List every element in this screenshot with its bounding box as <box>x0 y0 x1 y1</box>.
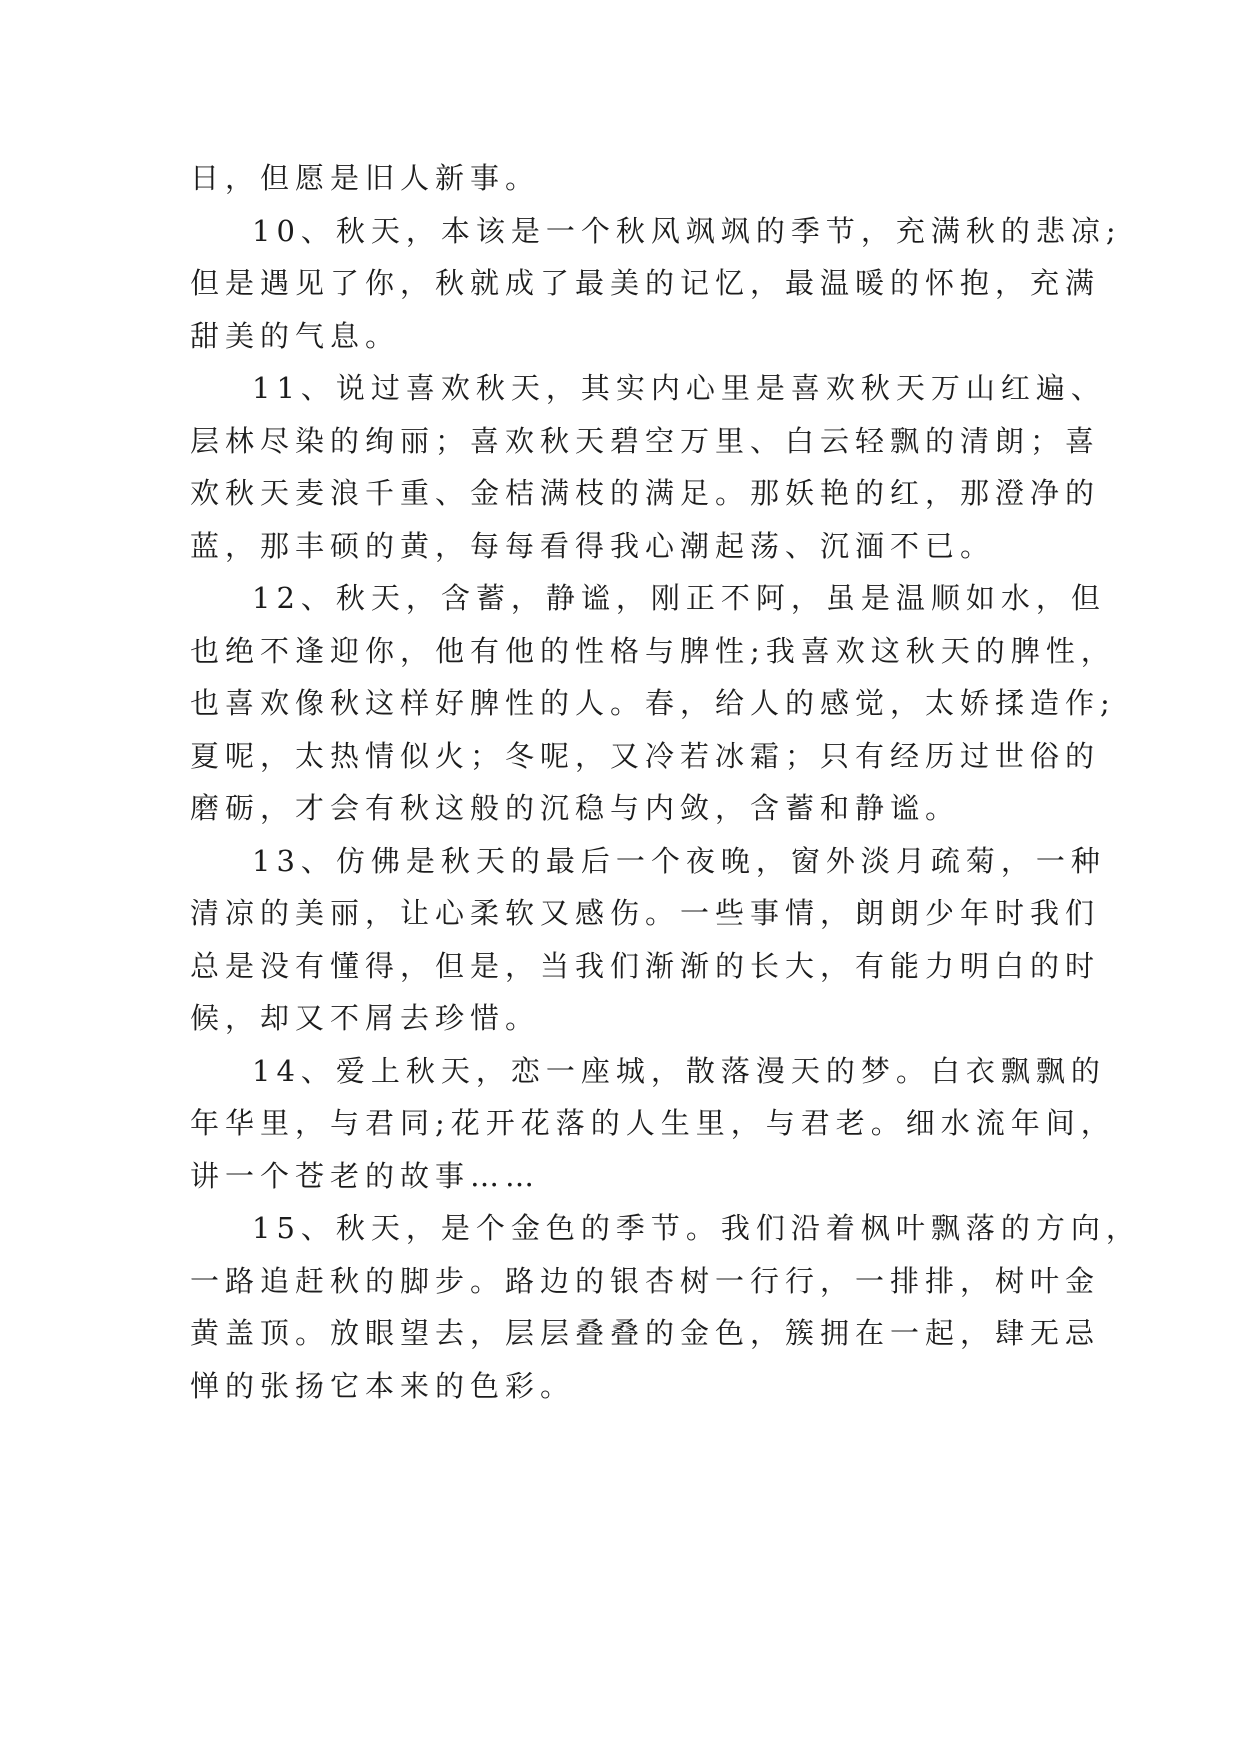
paragraph-item-12 <box>190 572 1116 835</box>
text-line: 总是没有懂得，但是，当我们渐渐的长大，有能力明白的时 <box>190 948 1101 983</box>
text-line: 15、秋天，是个金色的季节。我们沿着枫叶飘落的方向， <box>252 1211 1141 1245</box>
text-line: 10、秋天，本该是一个秋风飒飒的季节，充满秋的悲凉; <box>252 213 1122 248</box>
text-line: 12、秋天，含蓄，静谧，刚正不阿，虽是温顺如水，但 <box>252 581 1106 615</box>
text-line: 磨砺，才会有秋这般的沉稳与内敛，含蓄和静谧。 <box>190 791 961 825</box>
document-body <box>190 152 1141 1412</box>
text-line: 甜美的气息。 <box>190 318 401 353</box>
text-line: 惮的张扬它本来的色彩。 <box>190 1368 576 1403</box>
text-line: 清凉的美丽，让心柔软又感伤。一些事情，朗朗少年时我们 <box>190 896 1101 930</box>
text-line: 13、仿佛是秋天的最后一个夜晚，窗外淡月疏菊，一种 <box>252 843 1106 878</box>
paragraph-item-13 <box>190 835 1106 1045</box>
paragraph-item-11 <box>190 362 1106 572</box>
text-line: 但是遇见了你，秋就成了最美的记忆，最温暖的怀抱，充满 <box>190 266 1101 300</box>
text-line: 11、说过喜欢秋天，其实内心里是喜欢秋天万山红遍、 <box>252 371 1106 405</box>
text-line: 一路追赶秋的脚步。路边的银杏树一行行，一排排，树叶金 <box>190 1263 1101 1298</box>
text-line: 候，却又不屑去珍惜。 <box>190 1001 541 1035</box>
text-line: 黄盖顶。放眼望去，层层叠叠的金色，簇拥在一起，肆无忌 <box>190 1316 1101 1350</box>
text-line: 夏呢，太热情似火；冬呢，又冷若冰霜；只有经历过世俗的 <box>190 738 1101 773</box>
paragraph-item-14 <box>190 1045 1116 1203</box>
paragraph-continuation <box>190 152 1090 205</box>
paragraph-item-15 <box>190 1202 1141 1412</box>
text-line: 欢秋天麦浪千重、金桔满枝的满足。那妖艳的红，那澄净的 <box>190 476 1101 510</box>
paragraph-item-10 <box>190 205 1122 363</box>
text-line: 年华里，与君同;花开花落的人生里，与君老。细水流年间， <box>190 1106 1116 1140</box>
text-line: 蓝，那丰硕的黄，每每看得我心潮起荡、沉湎不已。 <box>190 528 996 563</box>
text-line: 14、爱上秋天，恋一座城，散落漫天的梦。白衣飘飘的 <box>252 1053 1106 1088</box>
text-line: 日，但愿是旧人新事。 <box>190 161 541 195</box>
text-line: 层林尽染的绚丽；喜欢秋天碧空万里、白云轻飘的清朗；喜 <box>190 423 1101 458</box>
text-line: 讲一个苍老的故事…… <box>190 1158 541 1193</box>
text-line: 也绝不逢迎你，他有他的性格与脾性;我喜欢这秋天的脾性， <box>190 633 1116 668</box>
text-line: 也喜欢像秋这样好脾性的人。春，给人的感觉，太娇揉造作; <box>190 686 1116 720</box>
